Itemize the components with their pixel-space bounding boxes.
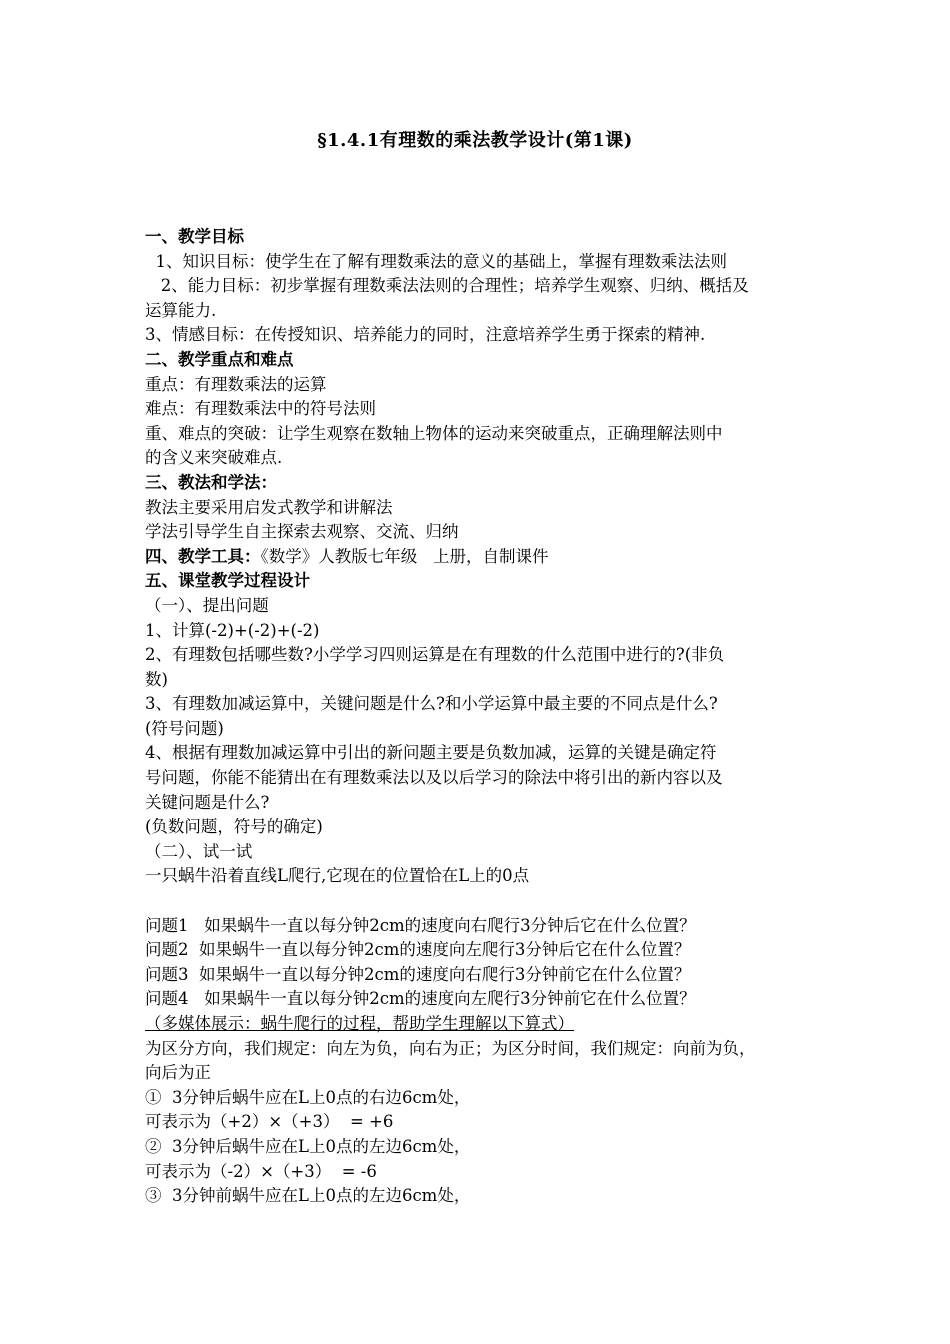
line-text: 3、情感目标：在传授知识、培养能力的同时，注意培养学生勇于探索的精神. — [145, 325, 706, 345]
text-line — [145, 1184, 815, 1209]
document-body — [145, 225, 815, 1209]
text-line — [145, 1037, 815, 1062]
text-line — [145, 864, 815, 889]
text-line — [145, 741, 815, 766]
line-text: 数) — [145, 669, 168, 689]
text-line — [145, 250, 815, 275]
line-text: 学法引导学生自主探索去观察、交流、归纳 — [145, 522, 459, 542]
text-line — [145, 791, 815, 816]
line-text: 向后为正 — [145, 1063, 211, 1083]
line-text: 问题4 如果蜗牛一直以每分钟2cm的速度向左爬行3分钟前它在什么位置？ — [145, 989, 696, 1009]
text-line — [145, 422, 815, 447]
line-text: 运算能力. — [145, 300, 217, 320]
text-line — [145, 1110, 815, 1135]
line-text: 一只蜗牛沿着直线L爬行,它现在的位置恰在L上的0点 — [145, 866, 530, 886]
section-heading — [145, 348, 815, 373]
text-line — [145, 914, 815, 939]
section-heading — [145, 569, 815, 594]
heading-text: 一、教学目标 — [145, 227, 244, 246]
line-text: 可表示为（-2）×（+3） = -6 — [145, 1161, 377, 1181]
text-line — [145, 815, 815, 840]
text-line — [145, 1012, 815, 1037]
text-line — [145, 373, 815, 398]
line-text: (负数问题，符号的确定) — [145, 817, 323, 837]
line-text: 4、根据有理数加减运算中引出的新问题主要是负数加减，运算的关键是确定符 — [145, 743, 717, 763]
text-line — [145, 496, 815, 521]
heading-text: 四、教学工具： — [145, 546, 261, 566]
line-text: 号问题，你能不能猜出在有理数乘法以及以后学习的除法中将引出的新内容以及 — [145, 768, 723, 788]
line-text: （一）、提出问题 — [145, 595, 269, 615]
text-line — [145, 840, 815, 865]
heading-text: 三、教法和学法： — [145, 472, 277, 492]
line-text: 的含义来突破难点. — [145, 448, 283, 468]
section-heading — [145, 545, 815, 570]
line-text: (符号问题) — [145, 718, 224, 738]
line-text: 3、有理数加减运算中，关键问题是什么?和小学运算中最主要的不同点是什么? — [145, 694, 718, 714]
line-text: 重、难点的突破：让学生观察在数轴上物体的运动来突破重点，正确理解法则中 — [145, 423, 723, 443]
line-text: 关键问题是什么? — [145, 792, 270, 812]
document-title: §1.4.1有理数的乘法教学设计(第1课) — [317, 130, 633, 151]
line-text: ② 3分钟后蜗牛应在L上0点的左边6cm处， — [145, 1136, 471, 1156]
line-text: 1、计算(-2)+(-2)+(-2) — [145, 620, 320, 640]
text-line — [145, 1061, 815, 1086]
line-text: 问题2 如果蜗牛一直以每分钟2cm的速度向左爬行3分钟后它在什么位置？ — [145, 940, 691, 960]
line-text: 问题1 如果蜗牛一直以每分钟2cm的速度向右爬行3分钟后它在什么位置？ — [145, 915, 696, 935]
text-line — [145, 299, 815, 324]
heading-text: 五、课堂教学过程设计 — [145, 571, 310, 591]
section-heading — [145, 225, 815, 250]
text-line — [145, 446, 815, 471]
text-line — [145, 766, 815, 791]
text-line — [145, 643, 815, 668]
text-line — [145, 323, 815, 348]
line-text: 难点：有理数乘法中的符号法则 — [145, 399, 376, 419]
line-text: ③ 3分钟前蜗牛应在L上0点的左边6cm处， — [145, 1186, 471, 1206]
text-line — [145, 520, 815, 545]
blank-line — [145, 889, 815, 914]
text-line — [145, 1086, 815, 1111]
line-text: 重点：有理数乘法的运算 — [145, 374, 327, 394]
text-line — [145, 619, 815, 644]
text-line — [145, 594, 815, 619]
text-line — [145, 1135, 815, 1160]
text-line — [145, 668, 815, 693]
text-line — [145, 987, 815, 1012]
text-line — [145, 963, 815, 988]
line-text: 《数学》人教版七年级 上册，自制课件 — [260, 546, 549, 566]
line-text: 可表示为（+2）×（+3） = +6 — [145, 1112, 394, 1132]
text-line — [145, 717, 815, 742]
line-text: 1、知识目标：使学生在了解有理数乘法的意义的基础上，掌握有理数乘法法则 — [145, 251, 727, 271]
text-line — [145, 692, 815, 717]
line-text: （多媒体展示：蜗牛爬行的过程，帮助学生理解以下算式） — [145, 1014, 574, 1033]
line-text: 问题3 如果蜗牛一直以每分钟2cm的速度向右爬行3分钟前它在什么位置？ — [145, 964, 691, 984]
section-heading — [145, 471, 815, 496]
text-line — [145, 274, 815, 299]
text-line — [145, 938, 815, 963]
line-text: ① 3分钟后蜗牛应在L上0点的右边6cm处， — [145, 1087, 471, 1107]
line-text: （二）、试一试 — [145, 841, 253, 861]
line-text: 教法主要采用启发式教学和讲解法 — [145, 497, 393, 517]
text-line — [145, 1160, 815, 1185]
text-line — [145, 397, 815, 422]
line-text: 为区分方向，我们规定：向左为负，向右为正；为区分时间，我们规定：向前为负， — [145, 1038, 756, 1058]
line-text: 2、有理数包括哪些数?小学学习四则运算是在有理数的什么范围中进行的?(非负 — [145, 645, 725, 665]
heading-text: 二、教学重点和难点 — [145, 349, 294, 369]
line-text: 2、能力目标：初步掌握有理数乘法法则的合理性；培养学生观察、归纳、概括及 — [145, 276, 749, 296]
